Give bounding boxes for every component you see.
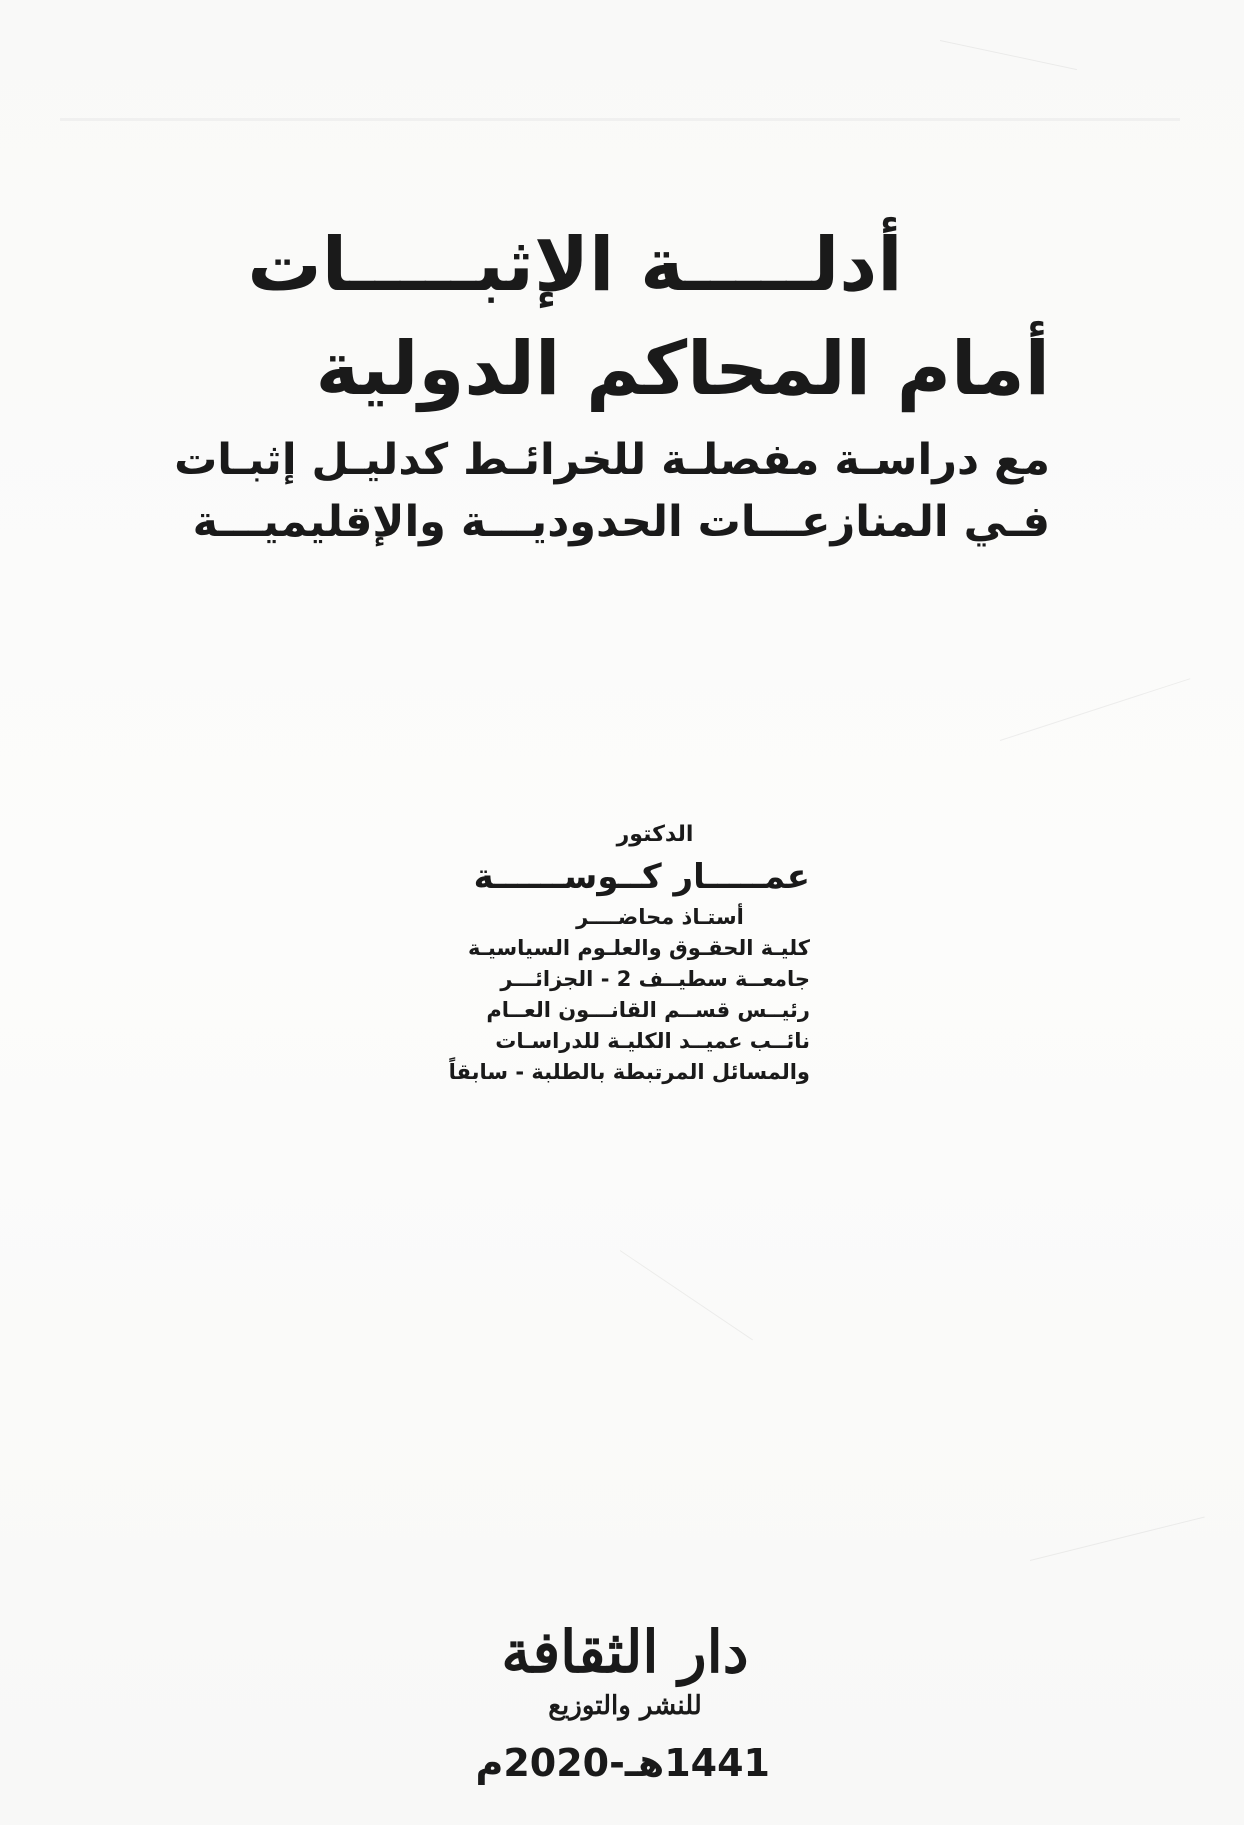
- author-credential: والمسائل المرتبطة بالطلبة - سابقاً: [448, 1060, 810, 1084]
- author-credential: نائــب عميــد الكليـة للدراسـات: [495, 1029, 810, 1053]
- paper-crease: [940, 40, 1077, 70]
- paper-bleed-line: [60, 118, 1180, 121]
- publisher-logo: [500, 1615, 750, 1735]
- author-block: [420, 818, 810, 1088]
- publisher-tagline: للنشر والتوزيع: [548, 1691, 702, 1721]
- author-credential: أستـاذ محاضــــر: [576, 905, 744, 929]
- publication-date: 1441هـ-2020م: [475, 1741, 770, 1785]
- subtitle-line-2: فـي المنازعـــات الحدوديـــة والإقليميـــة: [192, 497, 1050, 547]
- title-line-1: أدلـــــة الإثبـــــات: [247, 222, 903, 308]
- author-credential: كليـة الحقـوق والعلـوم السياسيـة: [468, 936, 810, 960]
- subtitle-line-1: مع دراسـة مفصلـة للخرائـط كدليـل إثبـات: [174, 435, 1050, 485]
- author-title-prefix: الدكتور: [616, 822, 694, 847]
- author-credential: رئيــس قســم القانـــون العــام: [486, 998, 810, 1022]
- author-name: عمـــــار كــوســــــة: [473, 857, 810, 897]
- publisher-name: دار الثقافة: [501, 1618, 749, 1686]
- paper-crease: [620, 1250, 753, 1340]
- paper-crease: [1030, 1516, 1205, 1561]
- paper-crease: [1000, 678, 1191, 741]
- author-credential: جامعــة سطيــف 2 - الجزائـــر: [500, 967, 810, 991]
- title-line-2: أمام المحاكم الدولية: [315, 326, 1050, 412]
- book-title-block: [174, 215, 1050, 553]
